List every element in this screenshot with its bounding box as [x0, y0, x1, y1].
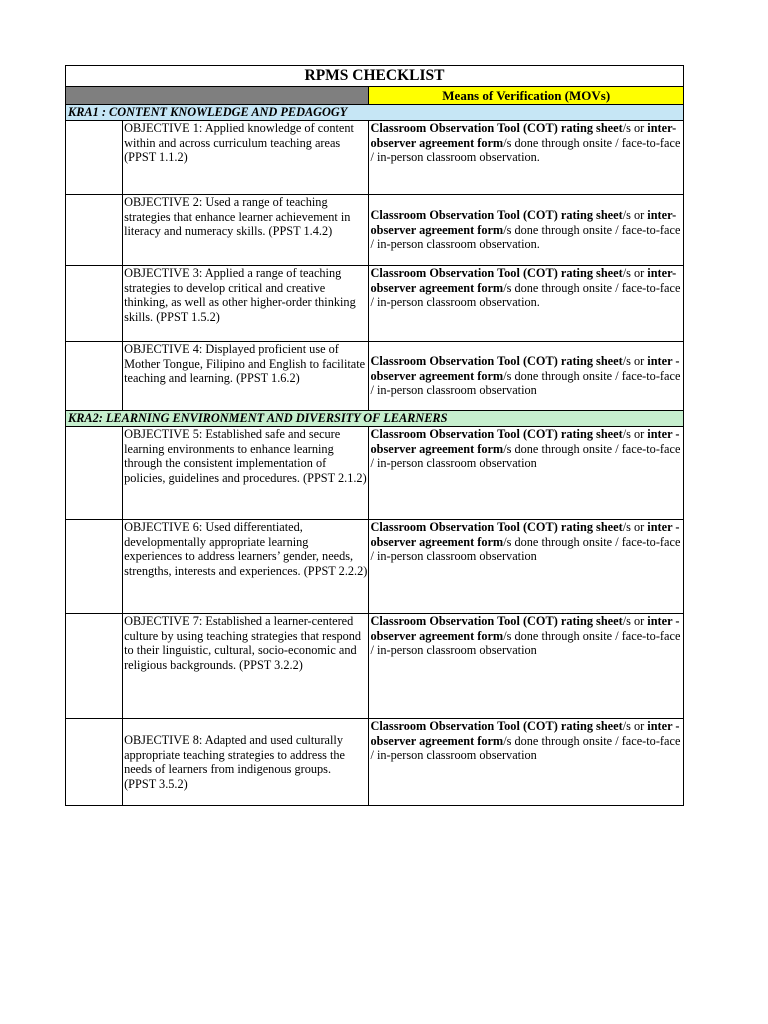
table-row [66, 427, 684, 520]
mov-text-1: /s or [622, 719, 648, 733]
header-blank-cell [66, 87, 369, 105]
mov-bold-2: inter -observer agreement form [370, 614, 680, 643]
checklist-table [65, 65, 684, 806]
mov-bold-1: Classroom Observation Tool (COT) rating sheet [370, 520, 623, 534]
mov-text-1: /s or [622, 427, 648, 441]
table-row [66, 719, 684, 806]
mov-bold-1: Classroom Observation Tool (COT) rating sheet [370, 208, 623, 222]
objective-cell: OBJECTIVE 4: Displayed proficient use of Mother Tongue, Filipino and English to facilitate teaching and learning. (PPST 1.6.2) [123, 342, 369, 411]
mov-bold-2: inter -observer agreement form [370, 354, 680, 383]
table-row [66, 520, 684, 614]
mov-cell [369, 427, 684, 520]
mov-text-2: /s done through onsite / face-to-face / in-person classroom observation [370, 534, 681, 563]
mov-bold-1: Classroom Observation Tool (COT) rating sheet [370, 354, 623, 368]
mov-bold-1: Classroom Observation Tool (COT) rating sheet [370, 266, 623, 280]
title-row [66, 66, 684, 87]
mov-text-1: /s or [622, 520, 648, 534]
mov-text-1: /s or [622, 266, 648, 280]
objective-cell: OBJECTIVE 2: Used a range of teaching strategies that enhance learner achievement in literacy and numeracy skills. (PPST 1.4.2) [123, 195, 369, 266]
mov-cell [369, 614, 684, 719]
mov-bold-1: Classroom Observation Tool (COT) rating sheet [370, 614, 623, 628]
rating-cell[interactable] [66, 520, 123, 614]
mov-bold-1: Classroom Observation Tool (COT) rating sheet [370, 427, 623, 441]
mov-cell [369, 266, 684, 342]
mov-text-1: /s or [622, 614, 648, 628]
header-row [66, 87, 684, 105]
mov-cell [369, 195, 684, 266]
mov-bold-2: inter-observer agreement form [370, 208, 677, 237]
mov-text-2: /s done through onsite / face-to-face / in-person classroom observation [370, 733, 681, 762]
mov-bold-1: Classroom Observation Tool (COT) rating sheet [370, 719, 623, 733]
objective-cell: OBJECTIVE 5: Established safe and secure learning environments to enhance learning through the consistent implementation of policies, guidelines and procedures. (PPST 2.1.2) [123, 427, 369, 520]
mov-bold-2: inter-observer agreement form [370, 121, 677, 150]
rating-cell[interactable] [66, 266, 123, 342]
objective-cell: OBJECTIVE 7: Established a learner-centered culture by using teaching strategies that respond to their linguistic, cultural, socio-economic and religious backgrounds. (PPST 3.2.2) [123, 614, 369, 719]
table-row [66, 121, 684, 195]
rating-cell[interactable] [66, 121, 123, 195]
mov-bold-2: inter -observer agreement form [370, 427, 680, 456]
table-row [66, 614, 684, 719]
table-row [66, 195, 684, 266]
objective-cell: OBJECTIVE 3: Applied a range of teaching strategies to develop critical and creative thinking, as well as other higher-order thinking skills. (PPST 1.5.2) [123, 266, 369, 342]
rating-cell[interactable] [66, 195, 123, 266]
kra2-row [66, 411, 684, 427]
objective-cell: OBJECTIVE 1: Applied knowledge of content within and across curriculum teaching areas (PPST 1.1.2) [123, 121, 369, 195]
objective-cell: OBJECTIVE 6: Used differentiated, developmentally appropriate learning experiences to address learners’ gender, needs, strengths, interests and experiences. (PPST 2.2.2) [123, 520, 369, 614]
mov-text-2: /s done through onsite / face-to-face / in-person classroom observation [370, 368, 681, 397]
page-title: RPMS CHECKLIST [66, 66, 684, 87]
mov-text-2: /s done through onsite / face-to-face / in-person classroom observation. [370, 280, 681, 309]
mov-bold-2: inter -observer agreement form [370, 719, 680, 748]
mov-bold-1: Classroom Observation Tool (COT) rating sheet [370, 121, 623, 135]
mov-column-header: Means of Verification (MOVs) [369, 87, 684, 105]
mov-cell [369, 520, 684, 614]
mov-cell [369, 719, 684, 806]
kra2-heading: KRA2: LEARNING ENVIRONMENT AND DIVERSITY OF LEARNERS [66, 411, 684, 427]
mov-bold-2: inter -observer agreement form [370, 520, 680, 549]
mov-text-2: /s done through onsite / face-to-face / in-person classroom observation. [370, 135, 681, 164]
mov-text-1: /s or [622, 121, 648, 135]
kra1-row [66, 105, 684, 121]
objective-code: (PPST 3.5.2) [124, 776, 188, 791]
mov-cell [369, 121, 684, 195]
mov-text-2: /s done through onsite / face-to-face / in-person classroom observation. [370, 222, 681, 251]
mov-cell [369, 342, 684, 411]
kra1-heading: KRA1 : CONTENT KNOWLEDGE AND PEDAGOGY [66, 105, 684, 121]
objective-cell [123, 719, 369, 806]
mov-text-2: /s done through onsite / face-to-face / in-person classroom observation [370, 441, 681, 470]
mov-text-1: /s or [622, 354, 648, 368]
rating-cell[interactable] [66, 719, 123, 806]
table-row [66, 342, 684, 411]
mov-text-2: /s done through onsite / face-to-face / in-person classroom observation [370, 628, 681, 657]
rating-cell[interactable] [66, 342, 123, 411]
rating-cell[interactable] [66, 614, 123, 719]
objective-text: OBJECTIVE 8: Adapted and used culturally appropriate teaching strategies to address the needs of learners from indigenous groups. [124, 733, 345, 776]
rating-cell[interactable] [66, 427, 123, 520]
mov-text-1: /s or [622, 208, 648, 222]
table-row [66, 266, 684, 342]
rpms-checklist-sheet [65, 65, 684, 806]
mov-bold-2: inter-observer agreement form [370, 266, 677, 295]
